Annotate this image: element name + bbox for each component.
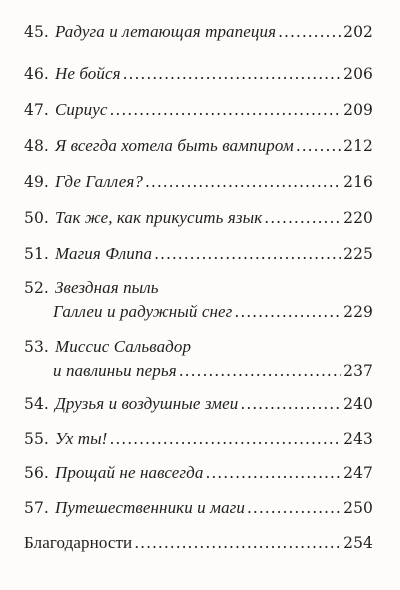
- chapter-number: 45.: [24, 23, 49, 41]
- toc-entry-51[interactable]: [24, 244, 373, 264]
- dot-leader: [145, 173, 341, 192]
- toc-entry-46[interactable]: [24, 64, 373, 84]
- page-number: 212: [343, 137, 373, 155]
- dot-leader: [109, 430, 341, 449]
- page-number: 209: [343, 101, 373, 119]
- acknowledgements-title: Благодарности: [24, 533, 133, 552]
- toc-entry-45[interactable]: [24, 22, 373, 42]
- dot-leader: [154, 245, 341, 264]
- toc-entry-55[interactable]: [24, 429, 373, 449]
- chapter-number: 52.: [24, 279, 49, 297]
- chapter-title: Так же, как прикусить язык: [54, 208, 263, 227]
- page-number: 206: [343, 65, 373, 83]
- chapter-title: Где Галлея?: [54, 172, 143, 191]
- page-number: 250: [343, 499, 373, 517]
- toc-entry-47[interactable]: [24, 100, 373, 120]
- chapter-title: Сириус: [54, 100, 108, 119]
- chapter-number: 46.: [24, 65, 49, 83]
- toc-entry-acknowledgements[interactable]: [24, 533, 373, 553]
- dot-leader: [247, 499, 341, 518]
- chapter-title: Ух ты!: [54, 429, 108, 448]
- dot-leader: [134, 534, 341, 553]
- toc-entry-50[interactable]: [24, 208, 373, 228]
- chapter-number: 54.: [24, 395, 49, 413]
- chapter-title: Я всегда хотела быть вампиром: [54, 136, 294, 155]
- chapter-number: 56.: [24, 464, 49, 482]
- toc-entry-57[interactable]: [24, 498, 373, 518]
- chapter-title-line-2: Галлеи и радужный снег: [53, 302, 233, 321]
- chapter-number: 51.: [24, 245, 49, 263]
- toc-entry-56[interactable]: [24, 463, 373, 483]
- dot-leader: [123, 65, 342, 84]
- chapter-title-line-1: Миссис Сальвадор: [54, 337, 192, 356]
- page-number: 216: [343, 173, 373, 191]
- toc-entry-54[interactable]: [24, 394, 373, 414]
- toc-entry-52[interactable]: [24, 278, 373, 322]
- page-number: 247: [343, 464, 373, 482]
- page-number: 254: [343, 534, 373, 552]
- chapter-title-line-1: Звездная пыль: [54, 278, 159, 297]
- dot-leader: [278, 23, 341, 42]
- chapter-number: 53.: [24, 338, 49, 356]
- dot-leader: [109, 101, 341, 120]
- page-number: 229: [343, 303, 373, 321]
- toc-entry-49[interactable]: [24, 172, 373, 192]
- chapter-number: 49.: [24, 173, 49, 191]
- chapter-title: Друзья и воздушные змеи: [54, 394, 239, 413]
- chapter-number: 47.: [24, 101, 49, 119]
- dot-leader: [234, 303, 341, 322]
- chapter-number: 50.: [24, 209, 49, 227]
- chapter-title: Радуга и летающая трапеция: [54, 22, 277, 41]
- chapter-title: Путешественники и маги: [54, 498, 245, 517]
- toc-entry-53[interactable]: [24, 337, 373, 381]
- chapter-number: 48.: [24, 137, 49, 155]
- dot-leader: [240, 395, 341, 414]
- chapter-title: Не бойся: [54, 64, 121, 83]
- page-number: 237: [343, 362, 373, 380]
- page-number: 243: [343, 430, 373, 448]
- page-number: 202: [343, 23, 373, 41]
- page-number: 220: [343, 209, 373, 227]
- toc-entry-48[interactable]: [24, 136, 373, 156]
- dot-leader: [264, 209, 341, 228]
- chapter-title: Прощай не навсегда: [54, 463, 204, 482]
- page-number: 225: [343, 245, 373, 263]
- dot-leader: [296, 137, 341, 156]
- dot-leader: [205, 464, 341, 483]
- chapter-number: 55.: [24, 430, 49, 448]
- chapter-number: 57.: [24, 499, 49, 517]
- page-number: 240: [343, 395, 373, 413]
- chapter-title-line-2: и павлиньи перья: [53, 361, 177, 380]
- dot-leader: [179, 362, 341, 381]
- chapter-title: Магия Флипа: [54, 244, 153, 263]
